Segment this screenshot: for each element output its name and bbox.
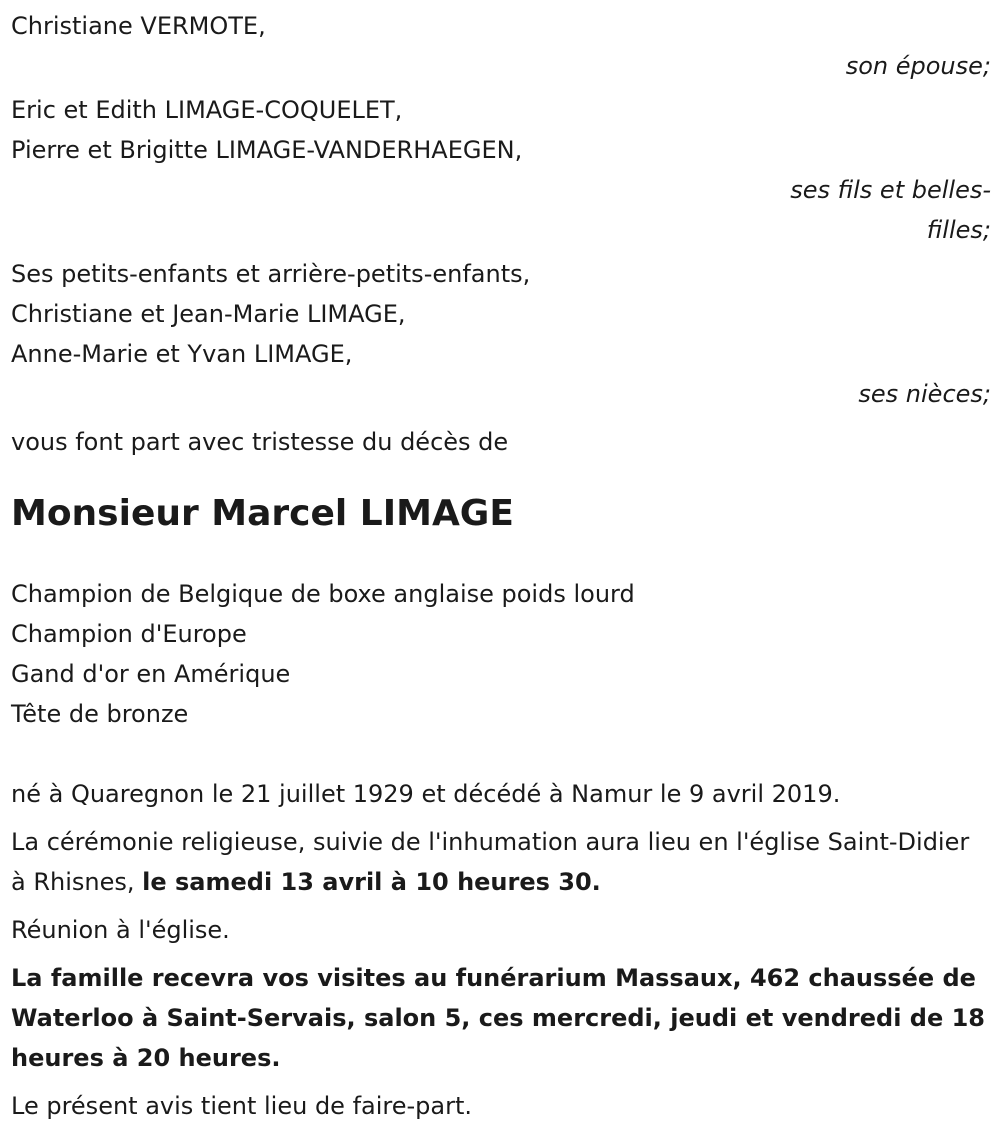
family-member-line: Eric et Edith LIMAGE-COQUELET, bbox=[11, 96, 403, 124]
deceased-name: Monsieur Marcel LIMAGE bbox=[11, 493, 514, 534]
family-member-line: Ses petits-enfants et arrière-petits-enfants, bbox=[11, 260, 531, 288]
title-item: Gand d'or en Amérique bbox=[11, 660, 291, 688]
title-item: Champion de Belgique de boxe anglaise poids lourd bbox=[11, 580, 635, 608]
title-item: Tête de bronze bbox=[11, 700, 189, 728]
relation-label: son épouse; bbox=[845, 52, 991, 80]
birth-death-text: né à Quaregnon le 21 juillet 1929 et décédé à Namur le 9 avril 2019. bbox=[11, 780, 841, 808]
family-member-line: Anne-Marie et Yvan LIMAGE, bbox=[11, 340, 353, 368]
announcement-text: vous font part avec tristesse du décès de bbox=[11, 428, 509, 456]
notice-text: Le présent avis tient lieu de faire-part. bbox=[11, 1092, 473, 1120]
family-group-grandchildren bbox=[11, 254, 991, 414]
family-group-sons bbox=[11, 90, 991, 250]
ceremony-text: La cérémonie religieuse, suivie de l'inhumation aura lieu en l'église Saint-Didier à Rhisnes, bbox=[11, 828, 970, 896]
title-item: Champion d'Europe bbox=[11, 620, 247, 648]
obituary-notice bbox=[11, 6, 991, 1126]
relation-label: ses fils et belles-filles; bbox=[790, 176, 991, 244]
family-member-line: Christiane et Jean-Marie LIMAGE, bbox=[11, 300, 406, 328]
family-member-line: Pierre et Brigitte LIMAGE-VANDERHAEGEN, bbox=[11, 136, 523, 164]
reunion-text: Réunion à l'église. bbox=[11, 916, 230, 944]
family-group-spouse bbox=[11, 6, 991, 86]
ceremony-date: le samedi 13 avril à 10 heures 30. bbox=[142, 868, 601, 896]
titles-list bbox=[11, 574, 991, 734]
ceremony-paragraph bbox=[11, 822, 991, 902]
visits-text: La famille recevra vos visites au funérarium Massaux, 462 chaussée de Waterloo à Saint-Servais, salon 5, ces mercredi, jeudi et vendredi de 18 heures à 20 heures. bbox=[11, 964, 985, 1072]
relation-label: ses nièces; bbox=[858, 380, 991, 408]
family-member-line: Christiane VERMOTE, bbox=[11, 12, 266, 40]
